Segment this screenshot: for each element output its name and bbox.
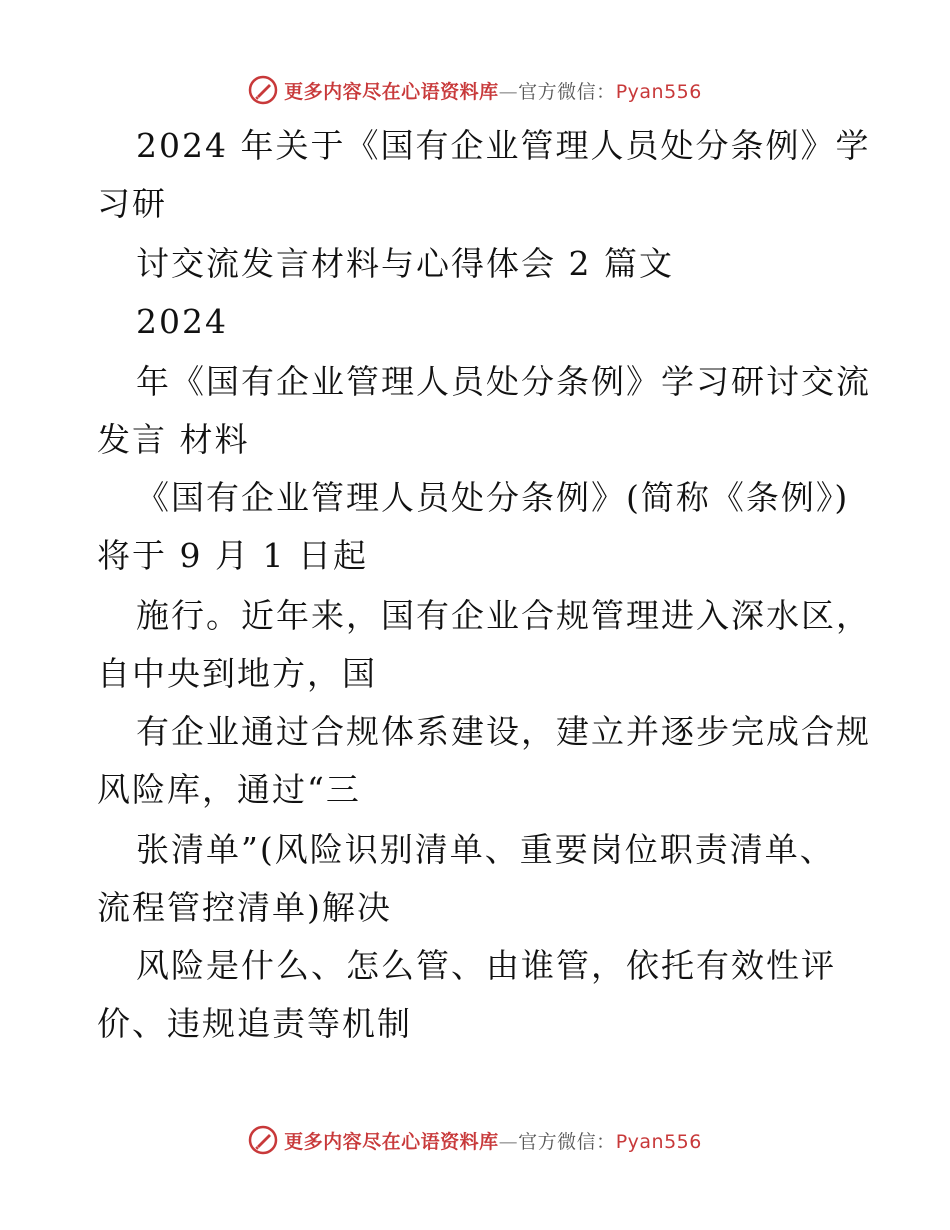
text-line: 2024 bbox=[136, 302, 228, 341]
title-line-1: 2024 年关于《国有企业管理人员处分条例》学 bbox=[136, 126, 871, 165]
header-label: 官方微信： bbox=[518, 80, 616, 103]
header-banner bbox=[0, 70, 950, 110]
text-line: 风险是什么、怎么管、由谁管，依托有效性评 bbox=[136, 946, 836, 985]
title-line-3: 讨交流发言材料与心得体会 2 篇文 bbox=[136, 244, 674, 283]
text-line: 年《国有企业管理人员处分条例》学习研讨交流 bbox=[136, 362, 871, 401]
text-line: 价、违规追责等机制 bbox=[97, 1004, 412, 1043]
text-line: 有企业通过合规体系建设，建立并逐步完成合规 bbox=[136, 712, 871, 751]
text-line: 发言 材料 bbox=[97, 420, 250, 459]
quill-logo-icon bbox=[248, 75, 278, 105]
header-dash: — bbox=[498, 80, 519, 103]
text-line: 自中央到地方，国 bbox=[97, 654, 377, 693]
footer-label: 官方微信： bbox=[518, 1130, 616, 1153]
text-line: 流程管控清单)解决 bbox=[97, 888, 392, 927]
footer-banner bbox=[0, 1120, 950, 1160]
quill-logo-icon bbox=[248, 1125, 278, 1155]
text-line: 施行。近年来，国有企业合规管理进入深水区， bbox=[136, 596, 871, 635]
footer-contact: Pyan556 bbox=[615, 1130, 702, 1153]
footer-brand: 更多内容尽在心语资料库 bbox=[284, 1130, 499, 1153]
text-line: 张清单”(风险识别清单、重要岗位职责清单、 bbox=[136, 830, 835, 869]
footer-dash: — bbox=[498, 1130, 519, 1153]
header-contact: Pyan556 bbox=[615, 80, 702, 103]
title-line-2: 习研 bbox=[97, 184, 167, 223]
text-line: 将于 9 月 1 日起 bbox=[97, 536, 368, 575]
text-line: 《国有企业管理人员处分条例》(简称《条例》) bbox=[136, 478, 850, 517]
header-brand: 更多内容尽在心语资料库 bbox=[284, 80, 499, 103]
text-line: 风险库，通过“三 bbox=[97, 770, 361, 809]
